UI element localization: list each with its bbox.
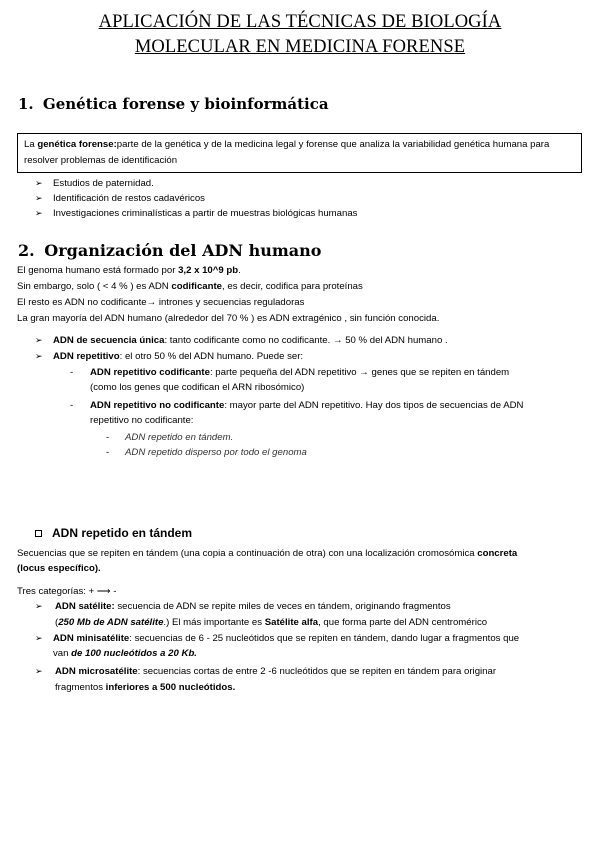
paragraph: Tres categorías: + ⟶ - <box>17 586 117 597</box>
text: : tanto codificante como no codificante. → 50 % del ADN humano . <box>164 335 448 346</box>
text: ( <box>55 617 59 628</box>
bold-italic-text: de 100 nucleótidos a 20 Kb. <box>71 648 197 659</box>
list-item-continuation <box>55 680 235 695</box>
list-item: Investigaciones criminalísticas a partir de muestras biológicas humanas <box>53 208 358 219</box>
dash-bullet-icon: - <box>106 447 110 458</box>
arrow-bullet-icon: ➢ <box>35 351 43 361</box>
text: van <box>53 648 72 659</box>
definition-text: parte de la genética y de la medicina legal y forense que analiza la variabilidad genética humana para resolver problemas de identificación <box>24 139 550 166</box>
definition-prefix: La <box>24 139 38 150</box>
bold-text: ADN satélite: <box>55 601 115 612</box>
paragraph <box>17 263 241 278</box>
bold-text: Satélite alfa <box>264 617 319 628</box>
bold-text: ADN repetitivo <box>53 351 120 362</box>
bold-text: ADN microsatélite <box>55 666 138 677</box>
list-item <box>55 599 451 614</box>
bold-text: ADN minisatélite <box>53 633 130 644</box>
list-item: Identificación de restos cadavéricos <box>53 193 205 204</box>
dash-bullet-icon: - <box>106 432 110 443</box>
text: : el otro 50 % del ADN humano. Puede ser: <box>119 351 304 362</box>
list-item <box>55 664 496 679</box>
bold-text: ADN repetitivo codificante <box>90 367 210 378</box>
paragraph <box>17 279 363 294</box>
definition-term: genética forense: <box>37 139 117 150</box>
arrow-bullet-icon: ➢ <box>35 666 43 676</box>
list-item: ADN repetido disperso por todo el genoma <box>125 447 307 458</box>
section-1-heading <box>18 94 329 114</box>
list-item <box>53 349 303 364</box>
arrow-bullet-icon: ➢ <box>35 601 43 611</box>
text: Secuencias que se repiten en tándem (una copia a continuación de otra) con una localización cromosómica <box>17 548 478 559</box>
text: fragmentos <box>55 682 106 693</box>
section-1-number: 1. <box>18 95 34 113</box>
list-item-continuation: (como los genes que codifican el ARN ribosómico) <box>90 382 305 393</box>
paragraph <box>17 546 517 561</box>
list-item: ADN repetido en tándem. <box>125 432 234 443</box>
bold-text: concreta <box>477 548 518 559</box>
list-item-continuation: repetitivo no codificante: <box>90 415 194 426</box>
title-line-1: APLICACIÓN DE LAS TÉCNICAS DE BIOLOGÍA <box>98 12 502 32</box>
list-item: Estudios de paternidad. <box>53 178 154 189</box>
definition-box <box>17 133 582 173</box>
list-item-continuation <box>55 615 487 630</box>
arrow-bullet-icon: ➢ <box>35 193 43 203</box>
paragraph: El resto es ADN no codificante→ intrones y secuencias reguladoras <box>17 297 305 308</box>
arrow-bullet-icon: ➢ <box>35 335 43 345</box>
checkbox-square-icon <box>35 530 42 537</box>
section-2-title: Organización del ADN humano <box>44 241 322 260</box>
title-line-2: MOLECULAR EN MEDICINA FORENSE <box>134 37 466 57</box>
list-item <box>90 398 523 413</box>
list-item-continuation <box>53 646 197 661</box>
list-item <box>53 333 448 348</box>
section-3-heading: ADN repetido en tándem <box>52 526 193 540</box>
text: : parte pequeña del ADN repetitivo → genes que se repiten en tándem <box>209 367 510 378</box>
bold-text: 3,2 x 10^9 pb <box>178 265 239 276</box>
paragraph-continuation <box>17 561 101 576</box>
bold-text: ADN repetitivo no codificante <box>90 400 225 411</box>
section-1-title: Genética forense y bioinformática <box>42 95 329 113</box>
arrow-bullet-icon: ➢ <box>35 633 43 643</box>
text: : secuencias cortas de entre 2 -6 nucleótidos que se repiten en tándem para originar <box>137 666 497 677</box>
bold-text: (locus específico). <box>17 563 101 574</box>
text: El genoma humano está formado por <box>17 265 179 276</box>
bold-text: ADN de secuencia única <box>53 335 165 346</box>
text: Sin embargo, solo ( < 4 % ) es ADN <box>17 281 172 292</box>
dash-bullet-icon: - <box>70 367 74 378</box>
bold-italic-text: 250 Mb de ADN satélite <box>58 617 164 628</box>
paragraph: La gran mayoría del ADN humano (alrededor del 70 % ) es ADN extragénico , sin función conocida. <box>17 313 440 324</box>
text: : secuencias de 6 - 25 nucleótidos que se repiten en tándem, dando lugar a fragmentos que <box>129 633 520 644</box>
text: secuencia de ADN se repite miles de veces en tándem, originando fragmentos <box>114 601 451 612</box>
section-2-heading <box>18 241 321 261</box>
section-2-number: 2. <box>18 241 35 260</box>
list-item <box>53 631 519 646</box>
bold-text: inferiores a 500 nucleótidos. <box>105 682 236 693</box>
text: , que forma parte del ADN centromérico <box>318 617 488 628</box>
arrow-bullet-icon: ➢ <box>35 178 43 188</box>
text: , es decir, codifica para proteínas <box>222 281 363 292</box>
text: : mayor parte del ADN repetitivo. Hay dos tipos de secuencias de ADN <box>224 400 524 411</box>
arrow-bullet-icon: ➢ <box>35 208 43 218</box>
text: .) El más importante es <box>163 617 265 628</box>
list-item <box>90 365 509 380</box>
dash-bullet-icon: - <box>70 400 74 411</box>
text: . <box>238 265 241 276</box>
bold-text: codificante <box>171 281 223 292</box>
document-title <box>30 10 570 60</box>
